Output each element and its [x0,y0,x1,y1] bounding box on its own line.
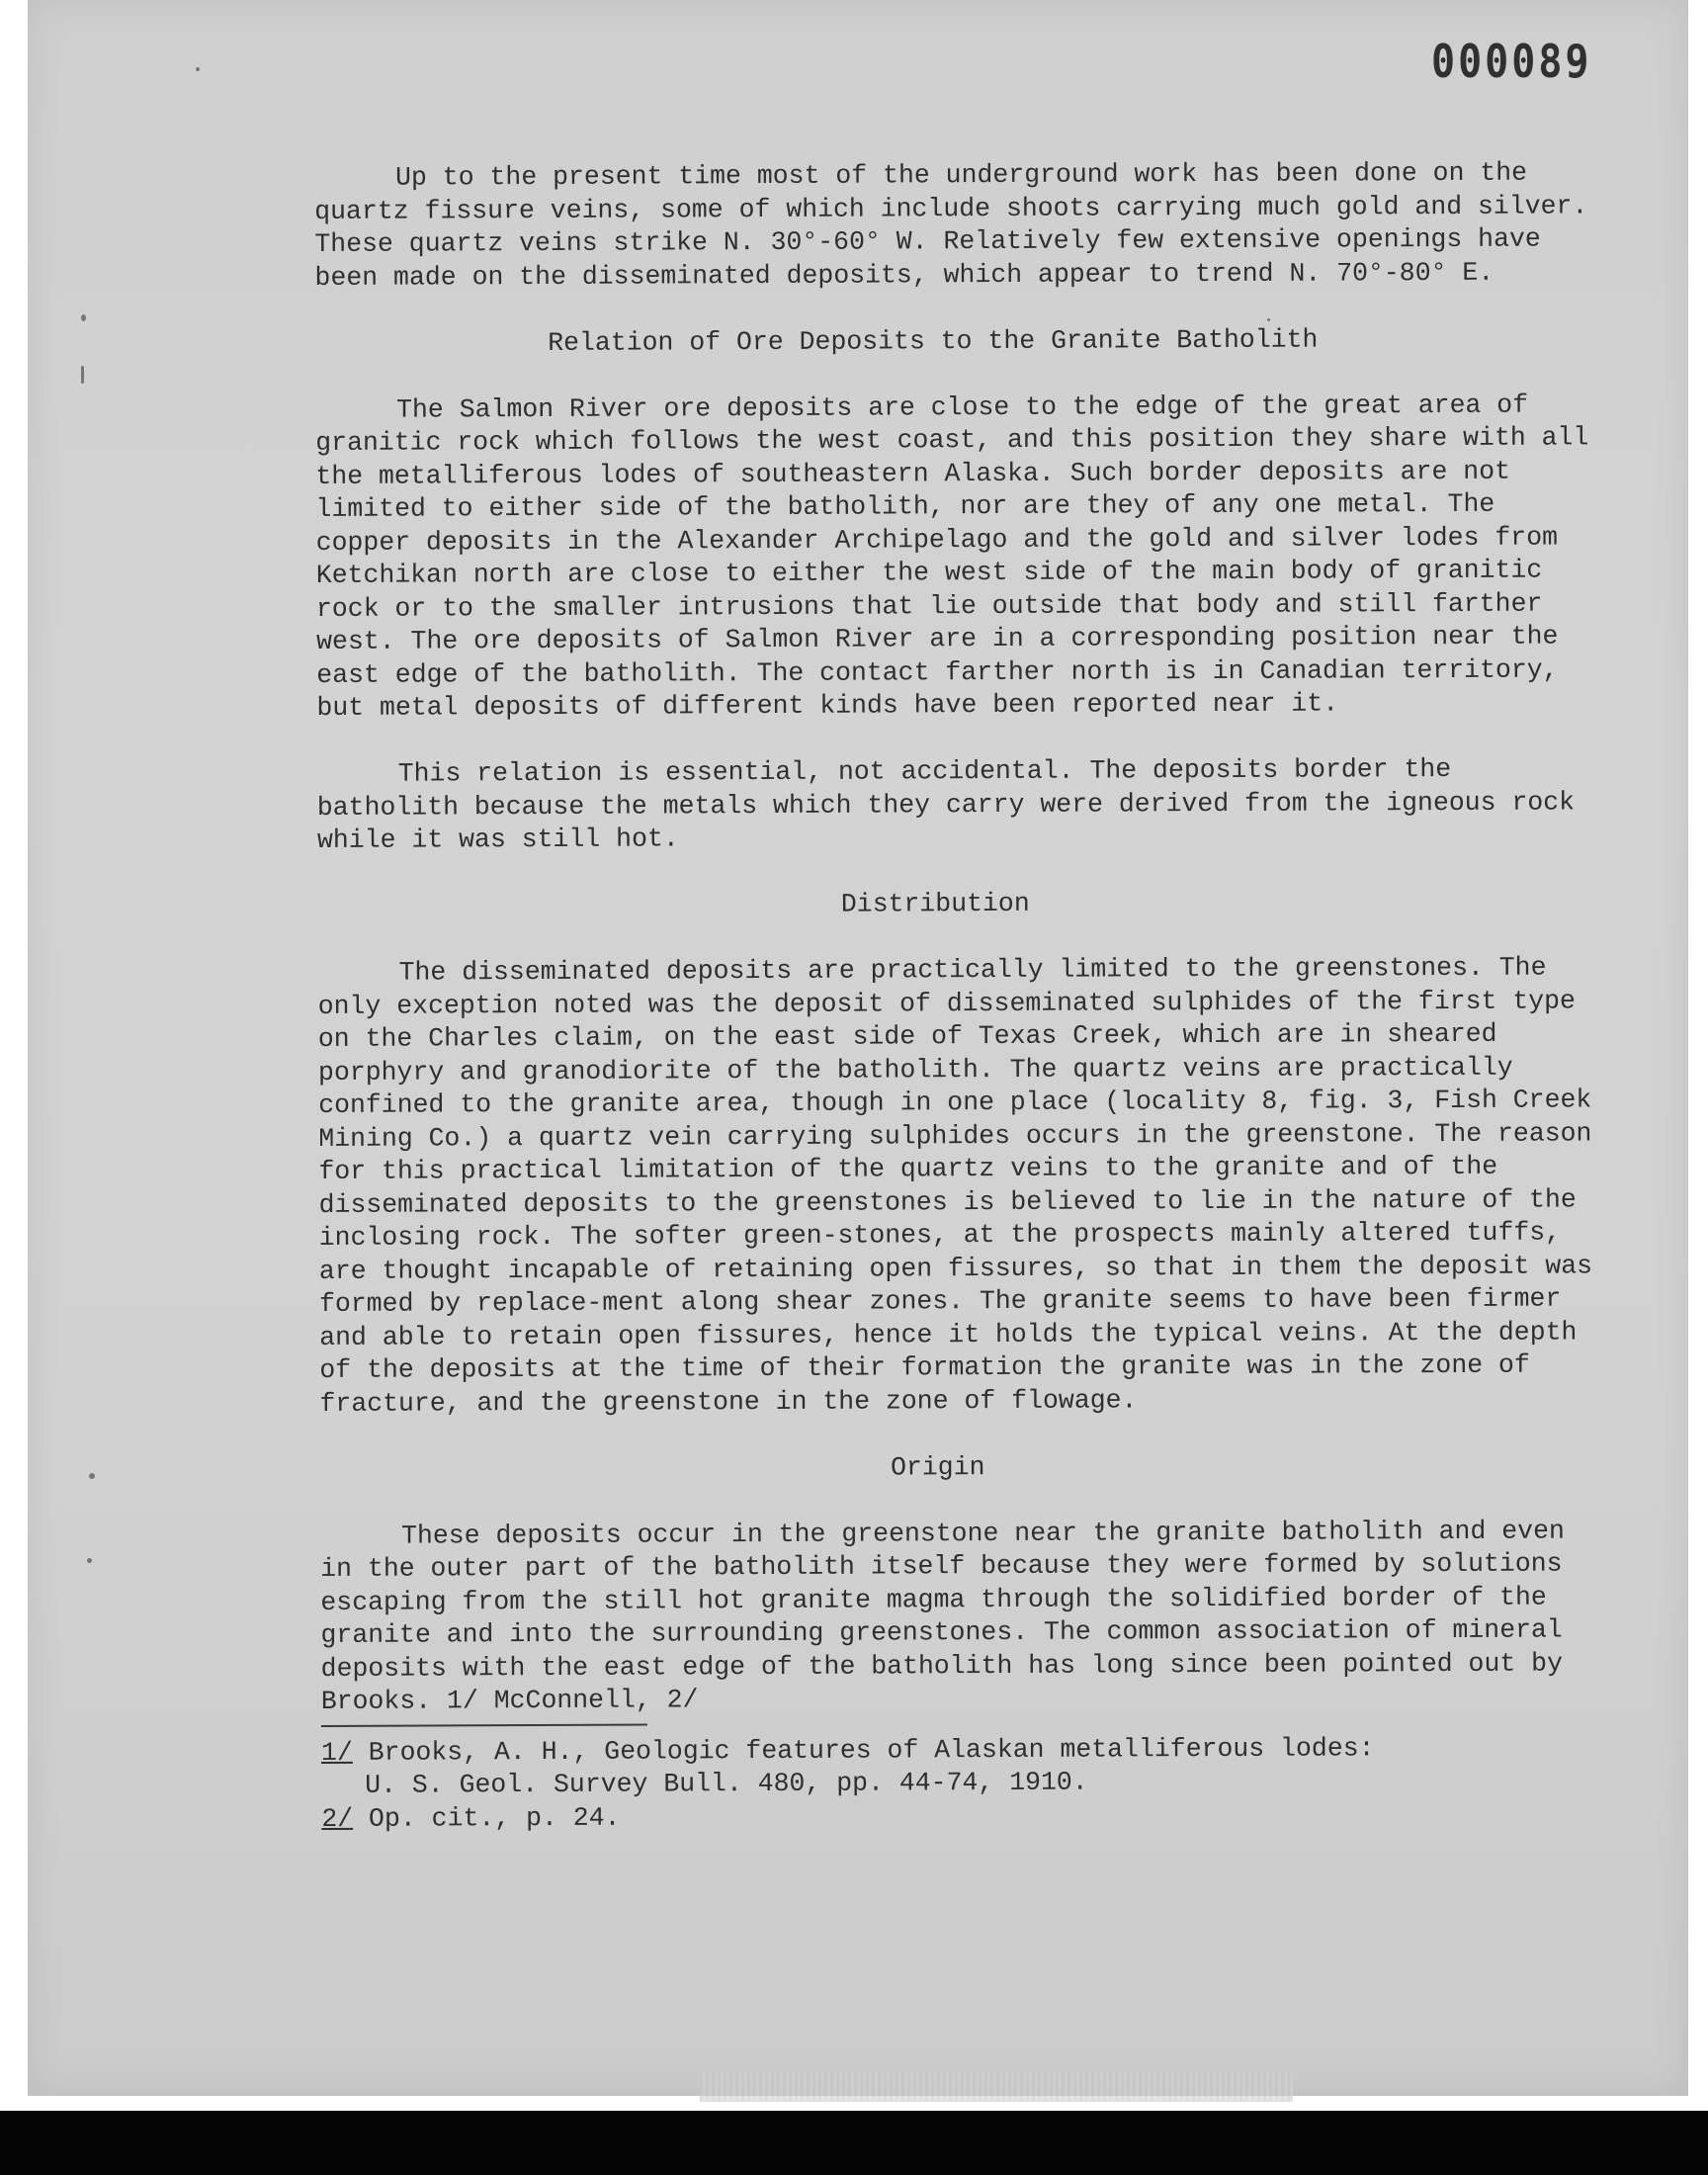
footnote-text: Brooks, A. H., Geologic features of Alaskan metalliferous lodes: [368,1732,1375,1768]
page-number: 000089 [1431,36,1592,89]
document-page [28,0,1688,2096]
footnote-mark: 1/ [320,1737,353,1768]
footnote-text: Op. cit., p. 24. [368,1802,621,1834]
paragraph-distribution: The disseminated deposits are practically limited to the greenstones. The only exception noted was the deposit of disseminated sulphides of the first type on the Charles claim, on the east side of Texas Creek, which are in sheared porphyry and granodiorite of the batholith. The quartz veins are practically confined to the granite area, though in one place (locality 8, fig. 3, Fish Creek Mining Co.) a quartz vein carrying sulphides occurs in the greenstone. The reason for this practical limitation of the quartz veins to the granite and of the disseminated deposits to the greenstones is believed to lie in the nature of the inclosing rock. The softer green-stones, at the prospects mainly altered tuffs, are thought incapable of retaining open fissures, so that in them the deposit was formed by replace-ment along shear zones. The granite seems to have been firmer and able to retain open fissures, hence it holds the typical veins. At the depth of the deposits at the time of their formation the granite was in the zone of fracture, and the greenstone in the zone of flowage. [317,952,1593,1419]
scan-speck [81,366,84,384]
paragraph-underground-work: Up to the present time most of the underground work has been done on the quartz fissure veins, some of which include shoots carrying much gold and silver. These quartz veins strike N. 30°-60° W. Relatively few extensive openings have been made on the disseminated deposits, which appear to trend N. 70°-80° E. [314,157,1588,293]
paragraph-origin: These deposits occur in the greenstone near the granite batholith and even in the outer part of the batholith itself because they were formed by solutions escaping from the still hot granite magma through the solidified border of the granite and into the surrounding greenstones. The common association of mineral deposits with the east edge of the batholith has long since been pointed out by Brooks. 1/ McConnell, 2/ [320,1515,1565,1716]
section-heading-relation: Relation of Ore Deposits to the Granite Batholith [548,324,1319,358]
footnote-text-continued: U. S. Geol. Survey Bull. 480, pp. 44-74, 1910. [365,1767,1088,1800]
footnote-1 [321,1731,1606,1803]
footnote-mark: 2/ [321,1803,354,1834]
footnote-divider [321,1723,647,1726]
footnote-2 [321,1797,1606,1836]
paragraph-salmon-river: The Salmon River ore deposits are close to the edge of the great area of granitic rock which follows the west coast, and this position they share with all the metalliferous lodes of southeastern Alaska. Such border deposits are not limited to either side of the batholith, nor are they of any one metal. The copper deposits in the Alexander Archipelago and the gold and silver lodes from Ketchikan north are close to either the west side of the main body of granitic rock or to the smaller intrusions that lie outside that body and still farther west. The ore deposits of Salmon River are in a corresponding position near the east edge of the batholith. The contact farther north is in Canadian territory, but metal deposits of different kinds have been reported near it. [315,390,1589,723]
scan-speck [87,1558,92,1563]
paragraph-relation-essential: This relation is essential, not accidental. The deposits border the batholith because the metals which they carry were derived from the igneous rock while it was still hot. [316,753,1576,855]
scan-speck [196,67,200,71]
scan-speck [89,1473,95,1479]
section-heading-origin: Origin [890,1451,985,1482]
scan-artifact-stripe [700,2072,1293,2102]
document-body [314,156,1606,1836]
scan-speck [81,314,86,321]
section-heading-distribution: Distribution [840,888,1030,919]
scan-bottom-border [0,2111,1708,2175]
